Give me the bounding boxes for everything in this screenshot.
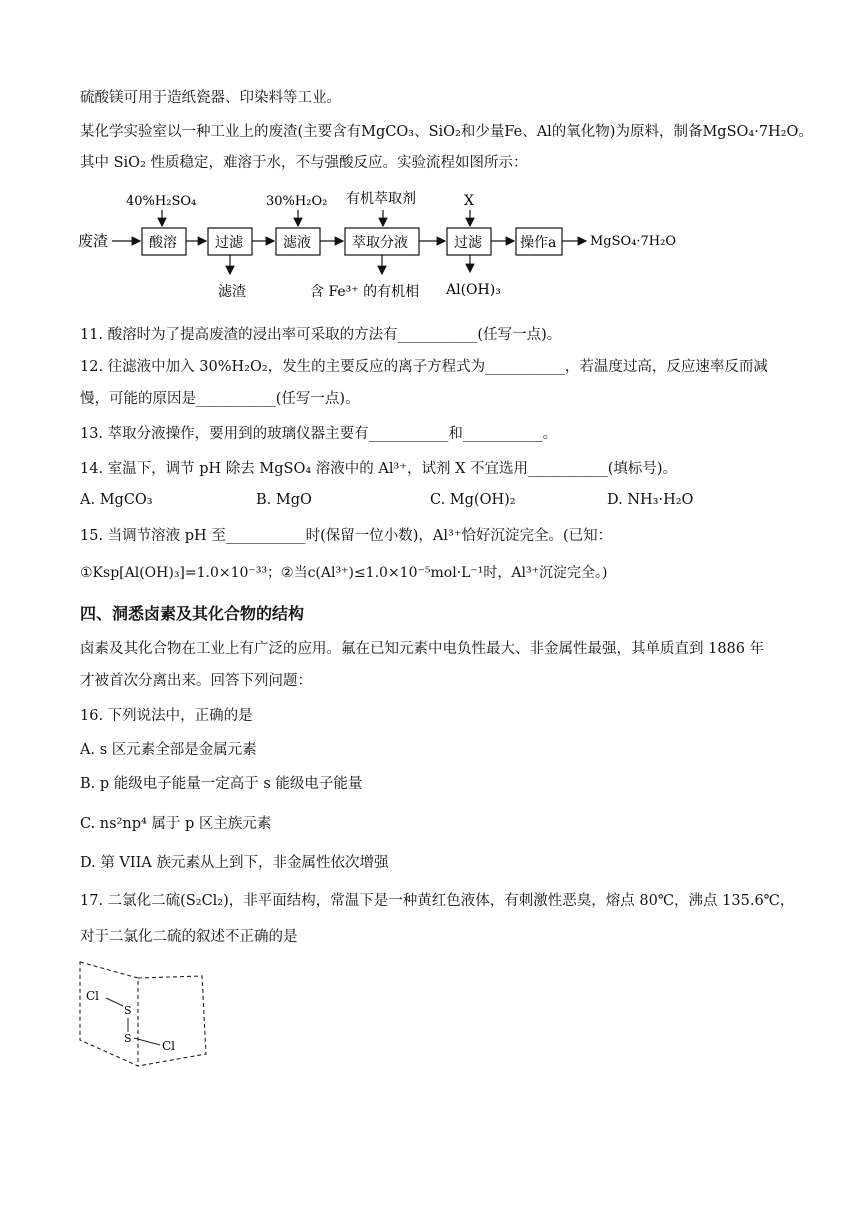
flow-output-organic-phase: 含 Fe³⁺ 的有机相 [310, 284, 420, 300]
flow-reagent-1: 40%H₂SO₄ [126, 194, 197, 209]
question-12-line-1: 12. 往滤液中加入 30%H₂O₂，发生的主要反应的离子方程式为___________，若温度过高，反应速率反而减 [80, 359, 768, 375]
flow-box-3-label: 滤液 [283, 235, 311, 251]
flow-product: MgSO₄·7H₂O [590, 234, 677, 249]
q16-option-c: C. ns²np⁴ 属于 p 区主族元素 [80, 816, 272, 832]
section-4-intro-line-2: 才被首次分离出来。回答下列问题： [80, 673, 312, 689]
flow-output-aluminium-hydroxide: Al(OH)₃ [446, 282, 501, 298]
question-17-line-1: 17. 二氯化二硫(S₂Cl₂)，非平面结构，常温下是一种黄红色液体，有刺激性恶臭，熔点 80℃，沸点 135.6℃， [80, 893, 795, 909]
question-11: 11. 酸溶时为了提高废渣的浸出率可采取的方法有___________(任写一点)。 [80, 327, 562, 343]
question-15: 15. 当调节溶液 pH 至___________时(保留一位小数)，Al³⁺恰好沉淀完全。(已知： [80, 528, 613, 544]
q14-option-b: B. MgO [256, 492, 312, 508]
s2cl2-structure-diagram [74, 958, 224, 1070]
process-flowchart [78, 184, 718, 304]
question-12-line-2: 慢，可能的原因是___________(任写一点)。 [80, 391, 360, 407]
flow-box-5-label: 过滤 [454, 235, 482, 251]
background-line-1: 某化学实验室以一种工业上的废渣(主要含有MgCO₃、SiO₂和少量Fe、Al的氧化物)为原料，制备MgSO₄·7H₂O。 [80, 124, 813, 140]
question-14: 14. 室温下，调节 pH 除去 MgSO₄ 溶液中的 Al³⁺，试剂 X 不宜选用___________(填标号)。 [80, 461, 678, 477]
flow-box-6-label: 操作a [520, 235, 557, 251]
flow-box-4-label: 萃取分液 [352, 235, 408, 251]
flow-output-residue: 滤渣 [218, 284, 246, 300]
question-15-known: ①Ksp[Al(OH)₃]=1.0×10⁻³³；②当c(Al³⁺)≤1.0×10⁻⁵mol·L⁻¹时，Al³⁺沉淀完全。) [80, 565, 608, 581]
section-4-heading: 四、洞悉卤素及其化合物的结构 [80, 604, 305, 623]
sulfur-atom-1: S [124, 1004, 132, 1017]
flow-start: 废渣 [78, 232, 109, 250]
q14-option-d: D. NH₃·H₂O [607, 492, 694, 508]
flow-reagent-4: X [464, 193, 474, 209]
q16-option-d: D. 第 VIIA 族元素从上到下，非金属性依次增强 [80, 855, 389, 871]
section-4-intro-line-1: 卤素及其化合物在工业上有广泛的应用。氟在已知元素中电负性最大、非金属性最强，其单质直到 1886 年 [80, 641, 765, 657]
question-13: 13. 萃取分液操作，要用到的玻璃仪器主要有___________和___________。 [80, 426, 558, 442]
chlorine-atom-1: Cl [86, 989, 100, 1003]
question-16: 16. 下列说法中，正确的是 [80, 708, 253, 724]
q16-option-a: A. s 区元素全部是金属元素 [80, 742, 257, 758]
question-17-line-2: 对于二氯化二硫的叙述不正确的是 [80, 929, 298, 945]
sulfur-atom-2: S [124, 1032, 132, 1045]
chlorine-atom-2: Cl [162, 1039, 176, 1053]
intro-line: 硫酸镁可用于造纸瓷器、印染料等工业。 [80, 90, 341, 106]
flow-reagent-2: 30%H₂O₂ [266, 194, 328, 209]
flow-box-2-label: 过滤 [215, 235, 243, 251]
q14-option-a: A. MgCO₃ [80, 492, 153, 508]
flow-box-1-label: 酸溶 [149, 235, 177, 251]
flow-reagent-3: 有机萃取剂 [346, 191, 416, 207]
background-line-2: 其中 SiO₂ 性质稳定，难溶于水，不与强酸反应。实验流程如图所示： [80, 155, 528, 171]
q16-option-b: B. p 能级电子能量一定高于 s 能级电子能量 [80, 776, 363, 792]
q14-option-c: C. Mg(OH)₂ [430, 492, 516, 508]
